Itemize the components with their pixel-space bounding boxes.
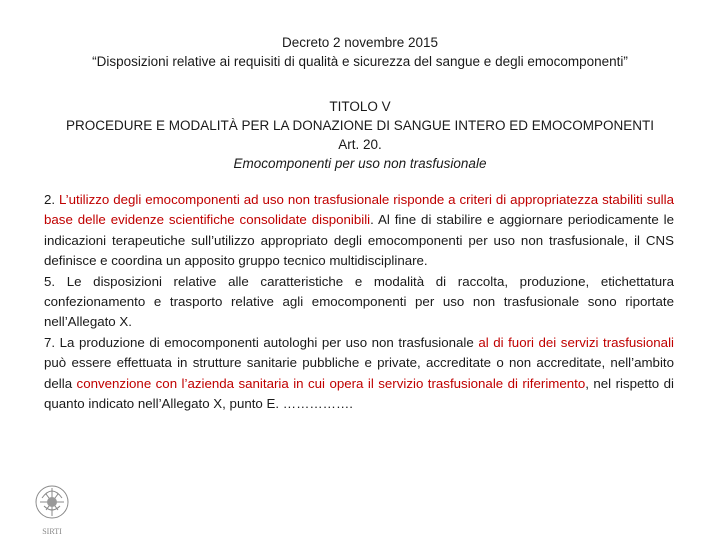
society-logo [30,480,74,538]
paragraph-2-highlight: L’utilizzo degli emocomponenti ad uso non trasfusionale risponde a criteri di appropriatezza stabiliti sulla base delle evidenze scientifiche consolidate disponibili [44,192,674,228]
emblem-icon [30,480,74,538]
paragraph-2 [44,190,674,272]
paragraph-5 [44,272,674,333]
article-subtitle: Emocomponenti per uso non trasfusionale [233,156,487,171]
titolo-label: TITOLO V [329,99,391,114]
decree-title: Decreto 2 novembre 2015 [281,35,439,50]
paragraph-7-end: , nel rispetto di quanto indicato nell’Allegato X, punto E. ……………. [44,375,674,412]
document-header [0,33,720,71]
paragraph-7-start: 7. La produzione di emocomponenti autologhi per uso non trasfusionale [44,334,479,350]
article-number: Art. 20. [338,137,382,152]
article-body [44,190,674,414]
paragraph-7-highlight-1: al di fuori dei servizi trasfusionali [478,334,674,350]
paragraph-2-number: 2. [44,192,60,207]
decree-subject: “Disposizioni relative ai requisiti di qualità e sicurezza del sangue e degli emocomponenti” [92,54,628,69]
paragraph-5-text: 5. Le disposizioni relative alle caratteristiche e modalità di raccolta, produzione, etichettatura confezionamento e trasporto relative agli emocomponenti per uso non trasfusionale sono riportate nell’Allegato X. [44,273,674,330]
title-block [0,97,720,173]
paragraph-2-text: . Al fine di stabilire e aggiornare periodicamente le indicazioni terapeutiche sull’utilizzo appropriato degli emocomponenti per uso non trasfusionale, il CNS definisce e coordina un apposito gruppo tecnico multidisciplinare. [44,212,674,269]
titolo-heading: PROCEDURE E MODALITÀ PER LA DONAZIONE DI SANGUE INTERO ED EMOCOMPONENTI [65,118,655,133]
paragraph-7 [44,333,674,415]
logo-caption: SIRTI [42,527,62,536]
paragraph-7-highlight-2: convenzione con l’azienda sanitaria in cui opera il servizio trasfusionale di riferimento [76,375,586,391]
paragraph-7-middle: può essere effettuata in strutture sanitarie pubbliche e private, accreditate o non accreditate, nell’ambito della [44,355,674,391]
